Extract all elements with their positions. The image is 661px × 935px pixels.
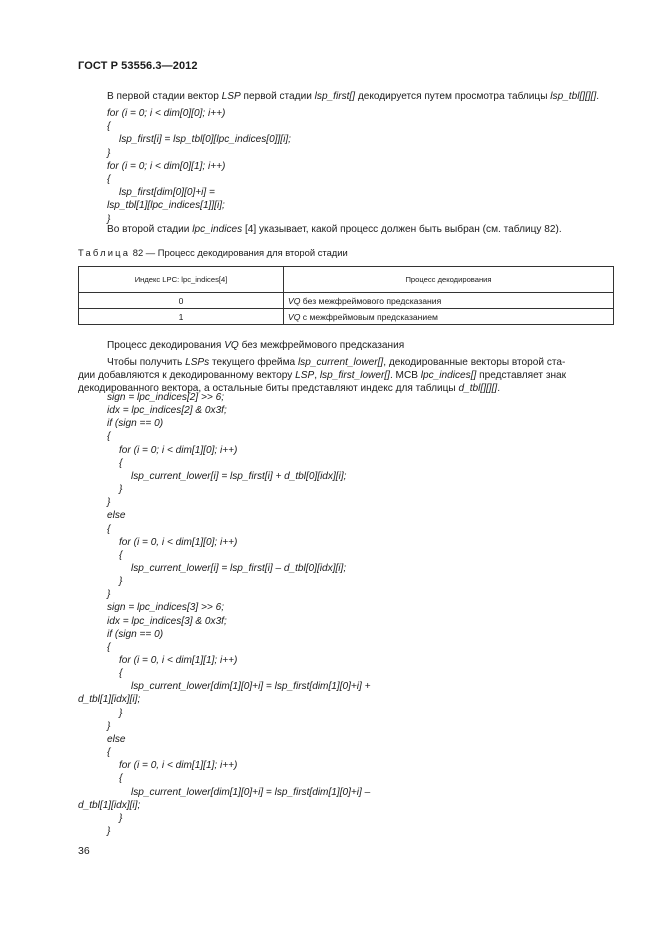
table-82: [78, 266, 614, 325]
code-line: if (sign == 0): [107, 418, 164, 429]
code-line: if (sign == 0): [107, 629, 164, 640]
row-process: VQ с межфреймовым предсказанием: [284, 309, 614, 325]
code-line: lsp_current_lower[dim[1][0]+i] = lsp_first[dim[1][0]+i] +: [131, 681, 371, 692]
paragraph-line: Во второй стадии lpc_indices [4] указывает, какой процесс должен быть выбран (см. таблицу 82).: [107, 224, 562, 235]
row-index: 1: [79, 309, 284, 325]
code-line: sign = lpc_indices[3] >> 6;: [107, 602, 224, 613]
code-line: lsp_current_lower[i] = lsp_first[i] – d_tbl[0][idx][i];: [131, 563, 347, 574]
code-line: }: [107, 826, 111, 837]
paragraph-line: Чтобы получить LSPs текущего фрейма lsp_current_lower[], декодированные векторы второй ста-: [107, 357, 566, 368]
table-row: [79, 309, 614, 325]
code-line: lsp_tbl[1][lpc_indices[1]][i];: [107, 200, 225, 211]
code-line: {: [119, 668, 123, 679]
code-line: lsp_current_lower[dim[1][0]+i] = lsp_first[dim[1][0]+i] –: [131, 787, 371, 798]
code-line: {: [119, 458, 123, 469]
code-line: d_tbl[1][idx][i];: [78, 800, 141, 811]
row-index: 0: [79, 293, 284, 309]
code-line: lsp_first[i] = lsp_tbl[0][lpc_indices[0]][i];: [119, 134, 291, 145]
code-line: }: [107, 497, 111, 508]
code-line: for (i = 0, i < dim[1][1]; i++): [119, 655, 238, 666]
code-line: }: [119, 708, 123, 719]
code-line: {: [107, 121, 111, 132]
code-line: lsp_first[dim[0][0]+i] =: [119, 187, 215, 198]
code-line: {: [107, 174, 111, 185]
code-line: {: [119, 550, 123, 561]
row-process: VQ без межфреймового предсказания: [284, 293, 614, 309]
code-line: lsp_current_lower[i] = lsp_first[i] + d_tbl[0][idx][i];: [131, 471, 347, 482]
code-line: }: [107, 148, 111, 159]
code-line: for (i = 0; i < dim[0][1]; i++): [107, 161, 226, 172]
table-caption: Таблица 82 — Процесс декодирования для второй стадии: [78, 247, 348, 258]
code-line: }: [119, 813, 123, 824]
code-line: for (i = 0; i < dim[0][0]; i++): [107, 108, 226, 119]
code-line: sign = lpc_indices[2] >> 6;: [107, 392, 224, 403]
table-header-index: Индекс LPC: lpc_indices[4]: [79, 267, 284, 293]
code-line: }: [107, 721, 111, 732]
code-line: }: [119, 576, 123, 587]
code-line: {: [107, 524, 111, 535]
code-line: {: [107, 642, 111, 653]
code-line: }: [119, 484, 123, 495]
code-line: {: [119, 773, 123, 784]
paragraph-line: дии добавляются к декодированному вектору LSP, lsp_first_lower[]. МСВ lpc_indices[] представляет знак: [78, 370, 567, 381]
code-line: else: [107, 734, 126, 745]
code-line: }: [107, 214, 111, 225]
code-line: for (i = 0, i < dim[1][0]; i++): [119, 537, 238, 548]
code-line: else: [107, 510, 126, 521]
table-header-process: Процесс декодирования: [284, 267, 614, 293]
section-heading: Процесс декодирования VQ без межфреймового предсказания: [107, 340, 405, 351]
table-row: [79, 293, 614, 309]
page-number: 36: [78, 845, 90, 857]
code-line: for (i = 0, i < dim[1][1]; i++): [119, 760, 238, 771]
code-line: for (i = 0; i < dim[1][0]; i++): [119, 445, 238, 456]
code-line: d_tbl[1][idx][i];: [78, 694, 141, 705]
code-line: {: [107, 747, 111, 758]
code-line: {: [107, 431, 111, 442]
paragraph-line: декодированного вектора, а остальные биты представляют индекс для таблицы d_tbl[][][].: [78, 383, 501, 394]
document-header: ГОСТ Р 53556.3—2012: [78, 60, 198, 72]
paragraph-line: В первой стадии вектор LSP первой стадии lsp_first[] декодируется путем просмотра таблицы lsp_tbl[][][].: [107, 91, 600, 102]
code-line: idx = lpc_indices[2] & 0x3f;: [107, 405, 227, 416]
code-line: idx = lpc_indices[3] & 0x3f;: [107, 616, 227, 627]
code-line: }: [107, 589, 111, 600]
